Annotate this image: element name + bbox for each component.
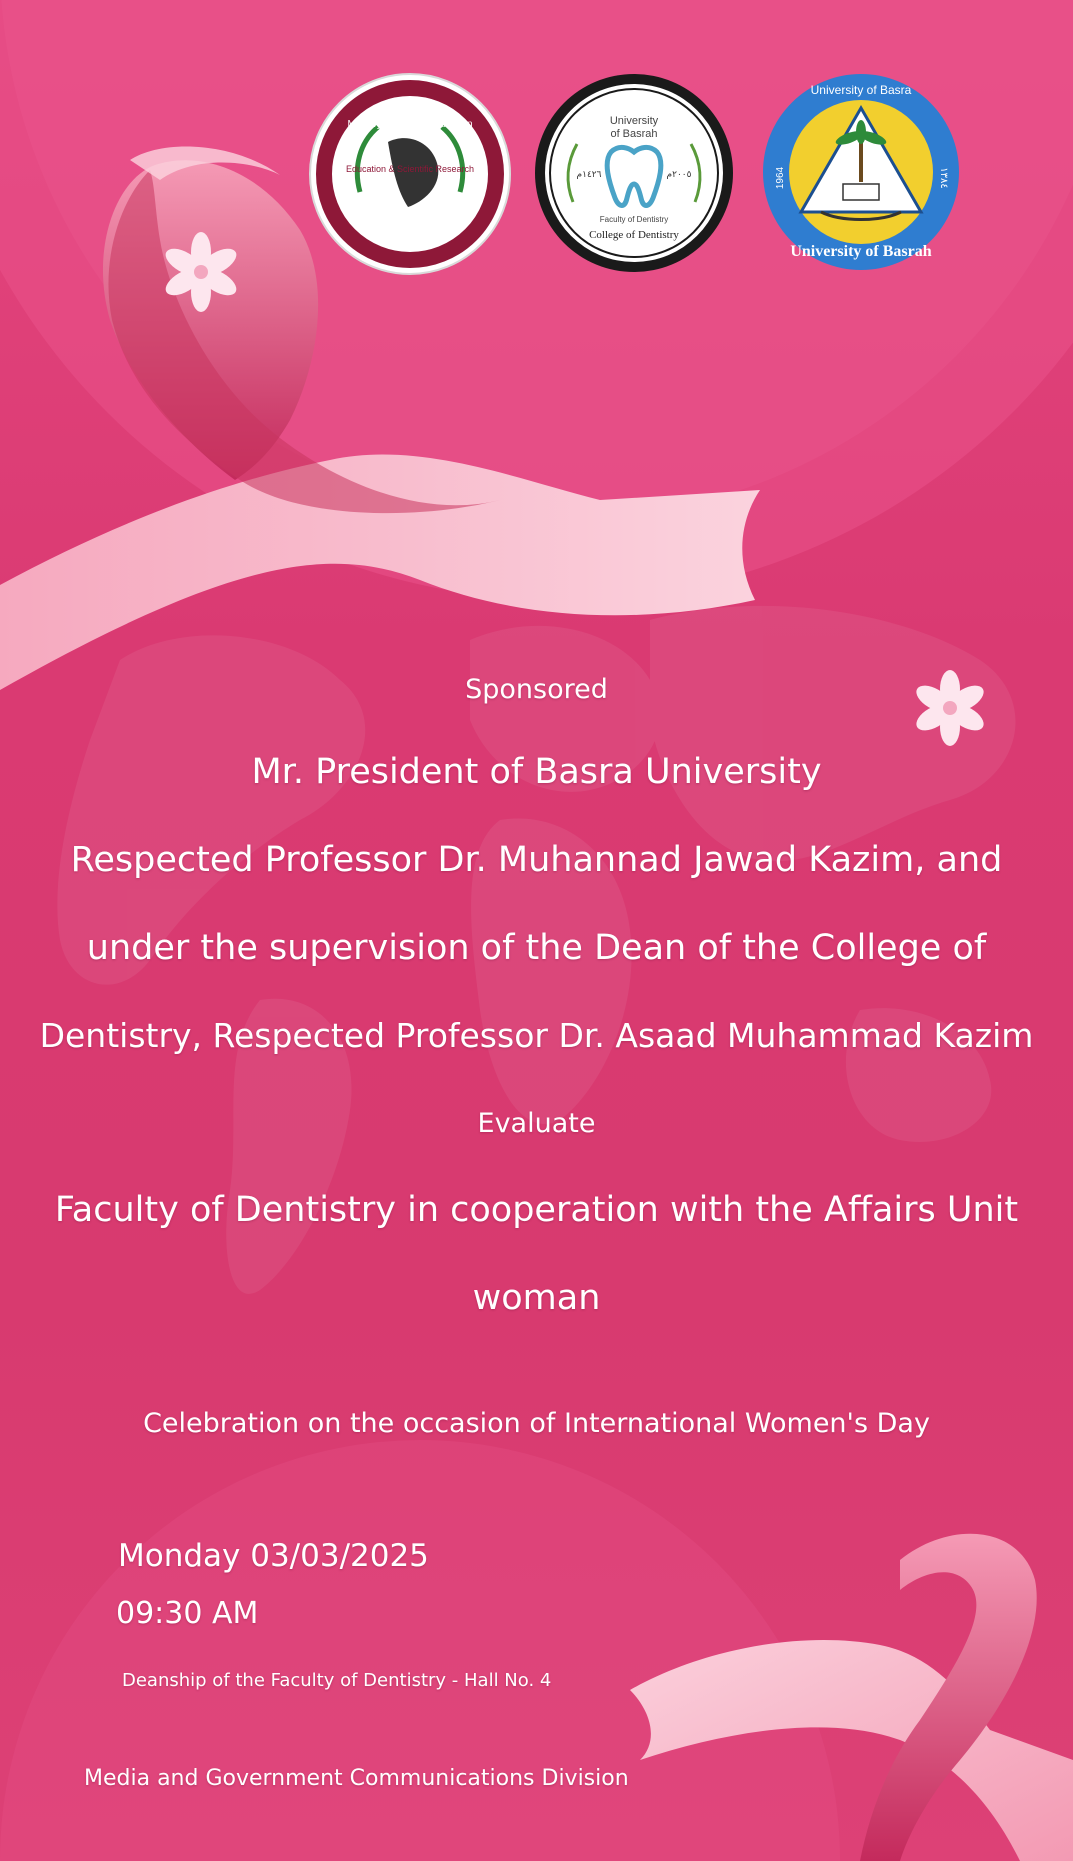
evaluate-label: Evaluate	[477, 1108, 596, 1139]
dentistry-faculty-text: Faculty of Dentistry	[599, 215, 669, 224]
president-line: Mr. President of Basra University	[251, 752, 822, 792]
dentistry-uni-line1: University	[609, 115, 659, 127]
dean-line: Dentistry, Respected Professor Dr. Asaad Muhammad Kazim	[39, 1016, 1034, 1055]
ministry-bottom-text: University of Basrah	[365, 224, 455, 235]
sponsored-label: Sponsored	[465, 674, 608, 705]
event-date: Monday 03/03/2025	[118, 1538, 429, 1574]
dentistry-uni-line2: of Basrah	[610, 128, 658, 140]
professor-line: Respected Professor Dr. Muhannad Jawad Kazim, and	[70, 840, 1003, 880]
woman-line: woman	[472, 1278, 601, 1318]
university-arabic-year: ١٣٨٤	[938, 167, 949, 189]
university-bottom-text: University of Basrah	[790, 243, 932, 260]
ministry-top-text: Ministry of Higher Education	[347, 119, 473, 130]
occasion-line: Celebration on the occasion of International Women's Day	[143, 1408, 930, 1439]
footer-division: Media and Government Communications Division	[84, 1766, 629, 1791]
supervision-line: under the supervision of the Dean of the College of	[86, 928, 987, 968]
university-top-text: University of Basra	[810, 83, 912, 97]
dentistry-year-right: ٢٠٠٥م	[666, 170, 692, 180]
cooperation-line: Faculty of Dentistry in cooperation with the Affairs Unit	[54, 1190, 1019, 1230]
dentistry-college-text: College of Dentistry	[589, 229, 679, 241]
palm-triangle-seal-icon	[761, 72, 961, 272]
tooth-seal-icon	[533, 72, 735, 274]
bg-circle-bottom	[0, 1440, 840, 1861]
dentistry-year-left: ١٤٢٦م	[576, 170, 602, 180]
university-year: 1964	[775, 166, 786, 190]
event-time: 09:30 AM	[116, 1596, 259, 1631]
event-location: Deanship of the Faculty of Dentistry - Hall No. 4	[122, 1670, 552, 1691]
ministry-mid-text: Education & Scientific Research	[345, 164, 475, 174]
ministry-seal-icon	[308, 72, 512, 276]
